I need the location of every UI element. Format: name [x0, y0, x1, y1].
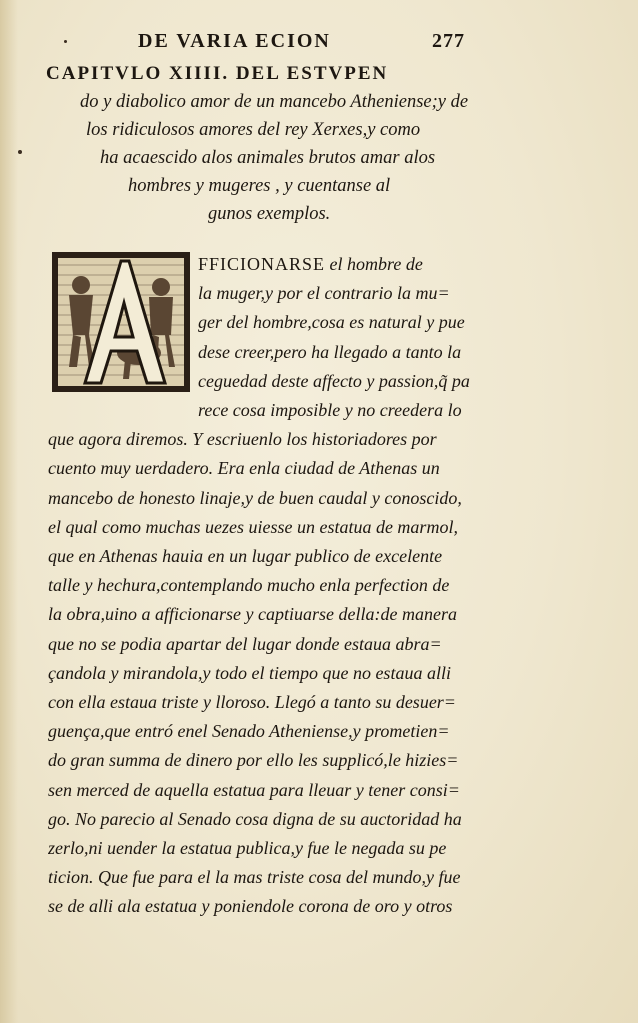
text-line: ger del hombre,cosa es natural y pue [198, 312, 465, 333]
text-line: talle y hechura,contemplando mucho enla perfection de [48, 575, 450, 596]
text-line: que no se podia apartar del lugar donde estaua abra= [48, 633, 442, 654]
chapter-title-line: gunos exemplos. [208, 204, 331, 224]
page-number: 277 [432, 30, 465, 52]
paper-speck [64, 40, 67, 43]
chapter-title [46, 60, 526, 228]
text-line: dese creer,pero ha llegado a tanto la [198, 341, 462, 362]
text-line: çandola y mirandola,y todo el tiempo que no estaua alli [48, 662, 451, 683]
text-line: sen merced de aquella estatua para lleuar y tener consi= [48, 779, 460, 800]
first-word: FFICIONARSE [198, 254, 326, 274]
text-line: la obra,uino a afficionarse y captiuarse della:de manera [48, 604, 457, 625]
chapter-title-line: do y diabolico amor de un mancebo Atheniense;y de [80, 92, 469, 112]
text-line: que agora diremos. Y escriuenlo los historiadores por [48, 429, 437, 450]
chapter-title-line: CAPITVLO XIIII. DEL ESTVPEN [46, 63, 389, 84]
text-line: cuento muy uerdadero. Era enla ciudad de Athenas un [48, 458, 440, 479]
chapter-title-line: hombres y mugeres , y cuentanse al [128, 176, 391, 196]
text-line [48, 250, 518, 279]
chapter-title-line: ha acaescido alos animales brutos amar alos [100, 148, 436, 168]
text-line: rece cosa imposible y no creedera lo [198, 400, 462, 421]
body-text [48, 250, 518, 922]
paper-speck [18, 150, 22, 154]
text-line: ceguedad deste affecto y passion,q̃ pa [198, 370, 470, 391]
text-line: el qual como muchas uezes uiesse un estatua de marmol, [48, 516, 458, 537]
text-fragment: el hombre de [325, 254, 423, 274]
text-line: zerlo,ni uender la estatua publica,y fue le negada su pe [48, 838, 447, 859]
text-line: se de alli ala estatua y poniendole corona de oro y otros [48, 896, 453, 917]
text-line: con ella estaua triste y lloroso. Llegó a tanto su desuer= [48, 692, 456, 713]
text-line: la muger,y por el contrario la mu= [198, 283, 450, 304]
page-gutter-shadow [0, 0, 18, 1023]
text-line: go. No parecio al Senado cosa digna de su auctoridad ha [48, 808, 462, 829]
text-line: do gran summa de dinero por ello les supplicó,le hizies= [48, 750, 459, 771]
text-line: que en Athenas hauia en un lugar publico de excelente [48, 546, 443, 567]
text-line: ticion. Que fue para el la mas triste cosa del mundo,y fue [48, 867, 461, 888]
text-line: mancebo de honesto linaje,y de buen caudal y conoscido, [48, 487, 462, 508]
text-line: guença,que entró enel Senado Atheniense,y prometien= [48, 721, 450, 742]
chapter-title-line: los ridiculosos amores del rey Xerxes,y como [86, 120, 421, 140]
running-head: DE VARIA ECION [138, 30, 331, 52]
